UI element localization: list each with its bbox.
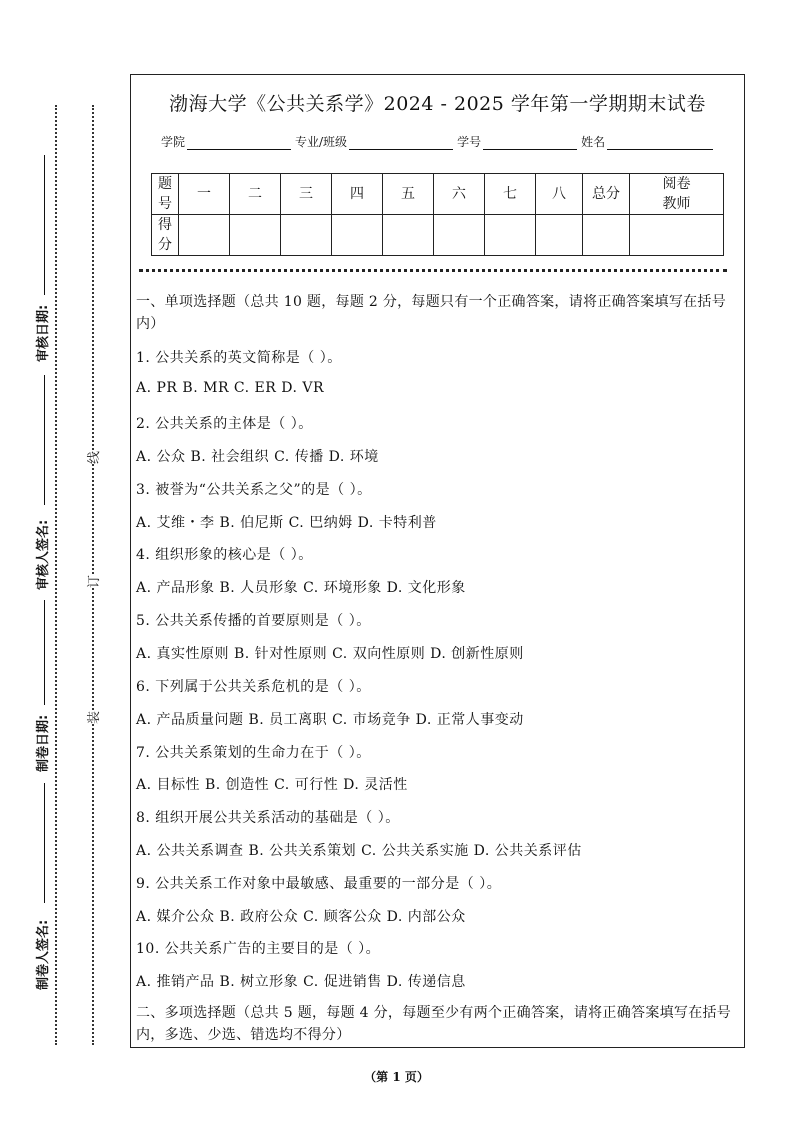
question-2: 2. 公共关系的主体是（ ）。 [136,416,313,432]
signature-line-3 [44,600,45,705]
col-total: 总分 [583,174,630,215]
score-cell[interactable] [332,215,383,256]
section1-heading: 一、单项选择题（总共 10 题，每题 2 分，每题只有一个正确答案，请将正确答案填写在括号内） [136,294,727,332]
score-table-header-row [152,174,724,215]
student-id-label: 学号 [457,135,482,149]
binding-char-ding: 订 [83,575,102,588]
col-3: 三 [281,174,332,215]
col-6: 六 [434,174,485,215]
options-4: A. 产品形象 B. 人员形象 C. 环境形象 D. 文化形象 [136,580,466,596]
maker-signature-label: 制卷人签名: [36,919,51,990]
reviewer-signature-label: 审核人签名: [36,519,51,590]
page-number: （第 1 页） [364,1070,429,1084]
college-field[interactable] [187,136,291,150]
col-4: 四 [332,174,383,215]
col-1: 一 [179,174,230,215]
make-date-label: 制卷日期: [36,714,51,772]
binding-margin [0,0,130,1122]
score-cell[interactable] [434,215,485,256]
question-4: 4. 组织形象的核心是（ ）。 [136,547,313,563]
exam-frame [130,74,745,1048]
col-8: 八 [536,174,583,215]
score-label: 得分 [152,215,179,256]
score-cell[interactable] [630,215,724,256]
signature-line-1 [44,155,45,295]
major-class-field[interactable] [349,136,453,150]
score-cell[interactable] [281,215,332,256]
score-table [151,173,724,256]
score-cell[interactable] [383,215,434,256]
question-5: 5. 公共关系传播的首要原则是（ ）。 [136,613,371,629]
col-7: 七 [485,174,536,215]
dotted-separator [139,269,727,272]
score-table-score-row [152,215,724,256]
signature-line-2 [44,375,45,505]
col-5: 五 [383,174,434,215]
options-5: A. 真实性原则 B. 针对性原则 C. 双向性原则 D. 创新性原则 [136,646,524,662]
name-label: 姓名 [581,135,606,149]
major-class-label: 专业/班级 [295,135,348,149]
question-9: 9. 公共关系工作对象中最敏感、最重要的一部分是（ ）。 [136,876,502,892]
score-cell[interactable] [583,215,630,256]
options-9: A. 媒介公众 B. 政府公众 C. 顾客公众 D. 内部公众 [136,909,466,925]
options-6: A. 产品质量问题 B. 员工离职 C. 市场竞争 D. 正常人事变动 [136,712,524,728]
signature-line-4 [44,783,45,903]
college-label: 学院 [161,135,186,149]
outer-dotted-line [55,105,57,1045]
question-1: 1. 公共关系的英文简称是（ ）。 [136,350,342,366]
question-number-label: 题号 [152,174,179,215]
question-6: 6. 下列属于公共关系危机的是（ ）。 [136,679,371,695]
name-field[interactable] [607,136,713,150]
col-grader: 阅卷教师 [630,174,724,215]
options-8: A. 公共关系调查 B. 公共关系策划 C. 公共关系实施 D. 公共关系评估 [136,843,582,859]
student-id-field[interactable] [483,136,577,150]
question-10: 10. 公共关系广告的主要目的是（ ）。 [136,941,381,957]
score-cell[interactable] [536,215,583,256]
options-10: A. 推销产品 B. 树立形象 C. 促进销售 D. 传递信息 [136,974,466,990]
question-3: 3. 被誉为“公共关系之父”的是（ ）。 [136,482,372,498]
review-date-label: 审核日期: [36,304,51,362]
binding-char-zhuang: 装 [83,711,102,724]
options-2: A. 公众 B. 社会组织 C. 传播 D. 环境 [136,449,379,465]
score-cell[interactable] [230,215,281,256]
options-7: A. 目标性 B. 创造性 C. 可行性 D. 灵活性 [136,777,408,793]
binding-char-xian: 线 [83,451,102,464]
score-cell[interactable] [179,215,230,256]
col-2: 二 [230,174,281,215]
section2-heading: 二、多项选择题（总共 5 题，每题 4 分，每题至少有两个正确答案，请将正确答案填写在括号内，多选、少选、错选均不得分） [136,1005,732,1043]
question-7: 7. 公共关系策划的生命力在于（ ）。 [136,745,371,761]
question-8: 8. 组织开展公共关系活动的基础是（ ）。 [136,810,400,826]
options-1: A. PR B. MR C. ER D. VR [136,380,325,396]
score-cell[interactable] [485,215,536,256]
options-3: A. 艾维・李 B. 伯尼斯 C. 巴纳姆 D. 卡特利普 [136,515,437,531]
exam-title: 渤海大学《公共关系学》2024 - 2025 学年第一学期期末试卷 [169,93,706,115]
student-info-row [161,133,717,150]
